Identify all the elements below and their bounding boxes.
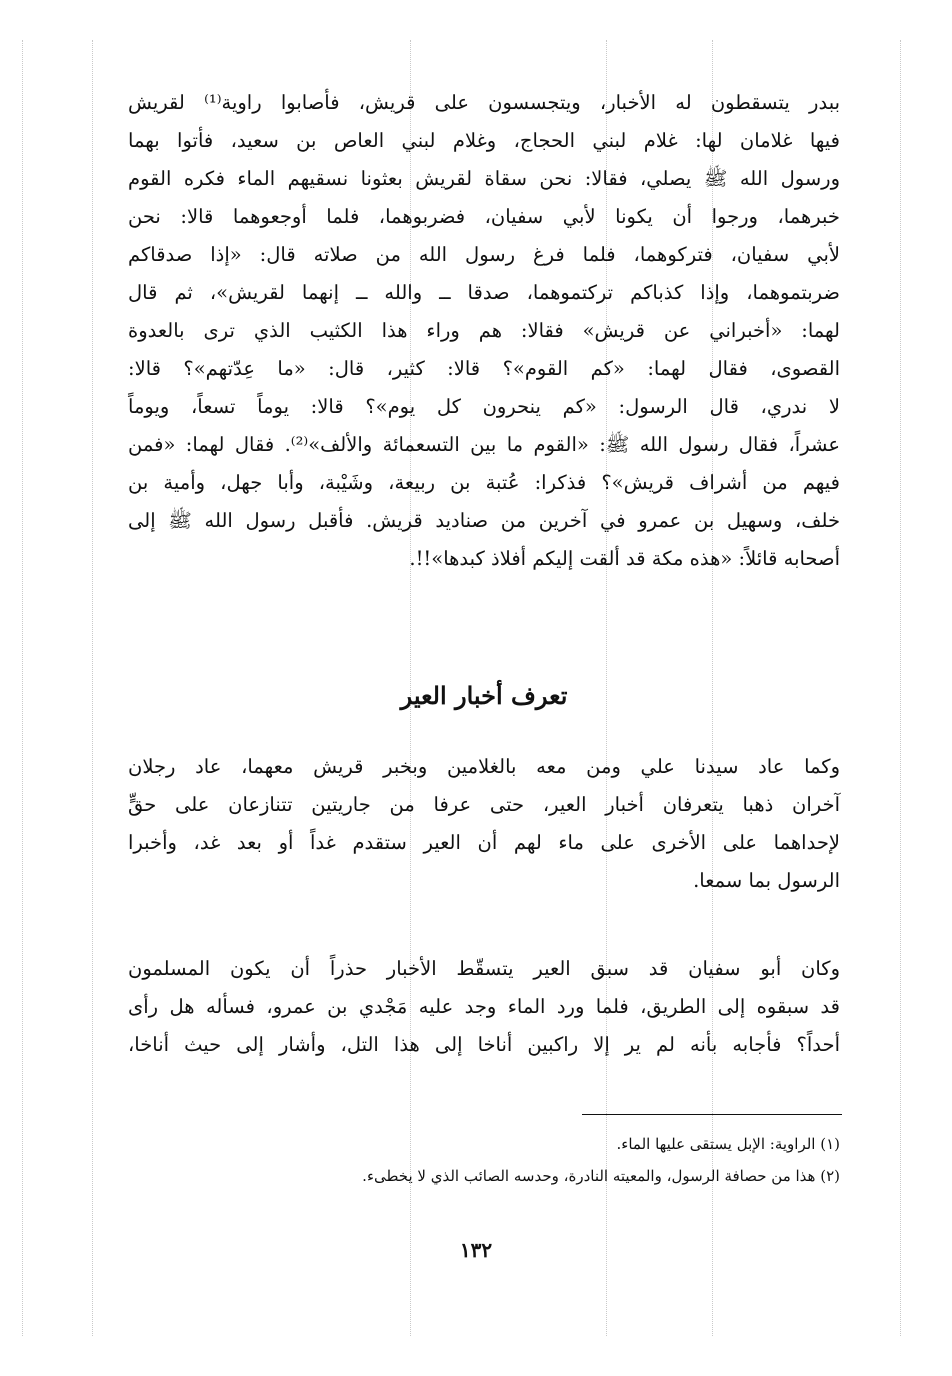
text-line: لأبي سفيان، فتركوهما، فلما فرغ رسول الله من صلاته قال: «إذا صدقاكم <box>128 243 840 266</box>
text-line: أصحابه قائلاً: «هذه مكة قد ألقت إليكم أفلاذ كبدها»!!. <box>409 547 840 570</box>
text-line: آخران ذهبا يتعرفان أخبار العير، حتى عرفا من جاريتين تتنازعان على حقٍّ <box>128 793 840 816</box>
text-line: الرسول بما سمعا. <box>693 869 840 892</box>
text-line: خلف، وسهيل بن عمرو في آخرين من صناديد قريش. فأقبل رسول الله ﷺ إلى <box>128 509 840 532</box>
text-line: أحداً؟ فأجابه بأنه لم ير إلا راكبين أناخا إلى هذا التل، وأشار إلى حيث أناخا، <box>128 1033 840 1056</box>
footnote-2: (٢) هذا من حصافة الرسول، والمعيته النادرة، وحدسه الصائب الذي لا يخطىء. <box>362 1167 840 1185</box>
footnote-divider <box>582 1114 842 1115</box>
text-line: ضربتموهما، وإذا كذباكم تركتموهما، صدقا ــ والله ــ إنهما لقريش»، ثم قال <box>128 281 840 304</box>
text-line: وكما عاد سيدنا علي ومن معه بالغلامين وبخبر قريش معهما، عاد رجلان <box>128 755 840 778</box>
text-line: القصوى، فقال لهما: «كم القوم»؟ قالا: كثير، قال: «ما عِدّتهم»؟ قالا: <box>128 357 840 380</box>
footnote-1: (١) الراوية: الإبل يستقى عليها الماء. <box>616 1135 840 1153</box>
scan-artifact-line <box>22 40 23 1336</box>
text-line: فيهم من أشراف قريش»؟ فذكرا: عُتبة بن ربيعة، وشَيْبة، وأبا جهل، وأمية بن <box>128 471 840 494</box>
text-line: ورسول الله ﷺ يصلي، فقالا: نحن سقاة لقريش بعثونا نسقيهم الماء فكره القوم <box>128 167 840 190</box>
text-line: لا ندري، قال الرسول: «كم ينحرون كل يوم»؟ قالا: يوماً تسعاً، ويوماً <box>128 395 840 418</box>
paragraph-1 <box>128 84 840 578</box>
text-line: خبرهما، ورجوا أن يكونا لأبي سفيان، فضربوهما، فلما أوجعوهما قالا: نحن <box>128 205 840 228</box>
text-line: وكان أبو سفيان قد سبق العير يتسقّط الأخبار حذراً أن يكون المسلمون <box>128 957 840 980</box>
text-line: لإحداهما على الأخرى على ماء لهم أن العير ستقدم غداً أو بعد غد، وأخبرا <box>128 831 840 854</box>
section-heading: تعرف أخبار العير <box>400 681 568 710</box>
scan-artifact-line <box>92 40 93 1336</box>
paragraph-3 <box>128 950 840 1064</box>
scan-artifact-line <box>900 40 901 1336</box>
text-line: ببدر يتسقطون له الأخبار، ويتجسسون على قريش، فأصابوا راوية⁽¹⁾ لقريش <box>128 91 841 114</box>
text-line: قد سبقوه إلى الطريق، فلما ورد الماء وجد عليه مَجْدي بن عمرو، فسأله هل رأى <box>128 995 840 1018</box>
paragraph-2 <box>128 748 840 900</box>
footnotes <box>128 1128 840 1192</box>
page-number: ١٣٢ <box>459 1238 493 1262</box>
text-line: فيها غلامان لها: غلام لبني الحجاج، وغلام لبني العاص بن سعيد، فأتوا بهما <box>128 129 840 152</box>
text-line: عشراً، فقال رسول الله ﷺ: «القوم ما بين التسعمائة والألف»⁽²⁾. فقال لهما: «فمن <box>128 433 840 456</box>
text-line: لهما: «أخبراني عن قريش» فقالا: هم وراء هذا الكثيب الذي ترى بالعدوة <box>128 319 840 342</box>
